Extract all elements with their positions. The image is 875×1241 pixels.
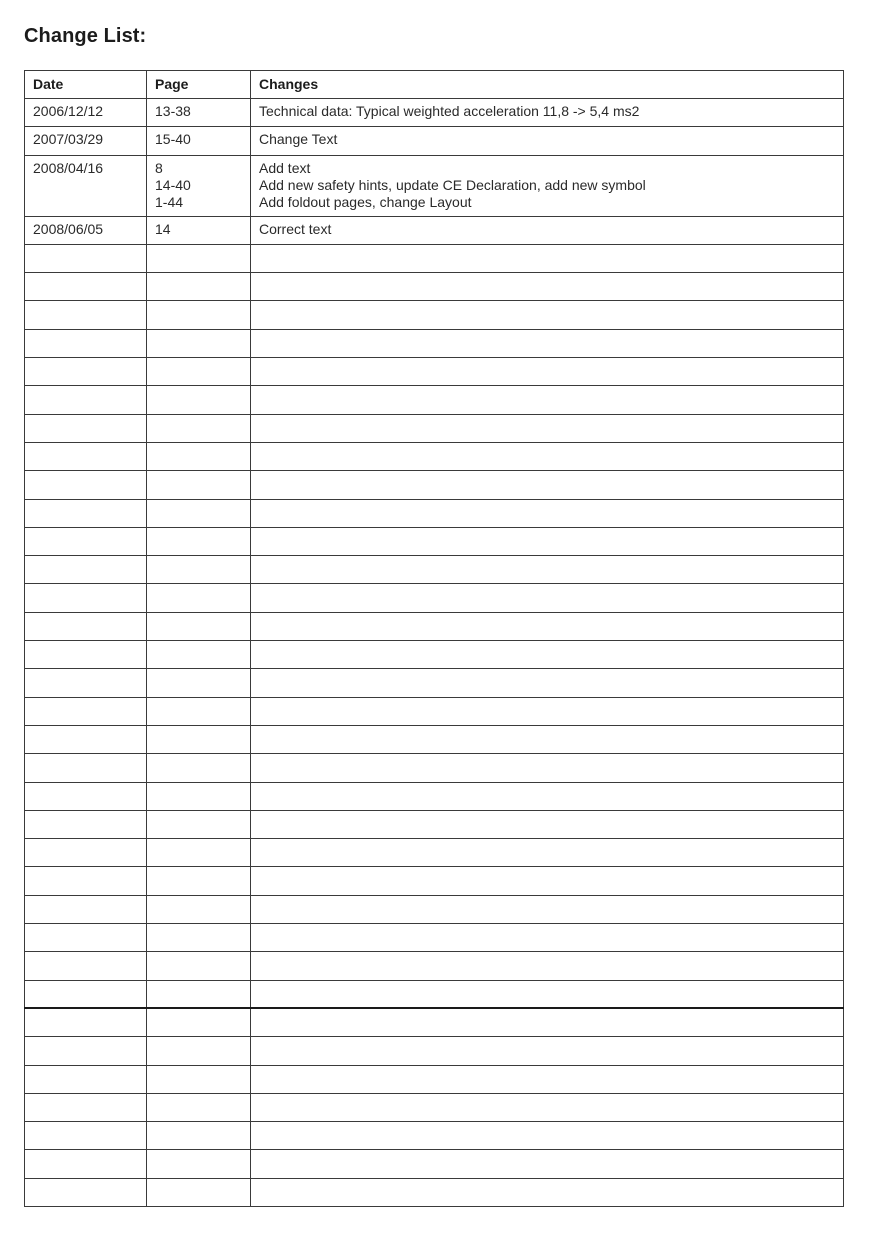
- table-header-row: [25, 71, 844, 99]
- page-cell: [147, 556, 251, 584]
- empty-table-row: [25, 867, 844, 895]
- changes-cell: [251, 895, 844, 923]
- date-cell: [25, 1065, 147, 1093]
- page-cell: [147, 127, 251, 155]
- date-cell: [25, 358, 147, 386]
- empty-table-row: [25, 499, 844, 527]
- changes-cell: [251, 244, 844, 272]
- changes-cell: [251, 442, 844, 470]
- date-cell: [25, 782, 147, 810]
- empty-table-row: [25, 442, 844, 470]
- date-cell: [25, 725, 147, 753]
- page-cell: [147, 669, 251, 697]
- changes-cell: [251, 697, 844, 725]
- page-cell: [147, 1037, 251, 1065]
- empty-table-row: [25, 782, 844, 810]
- changes-cell: [251, 471, 844, 499]
- date-cell: [25, 1122, 147, 1150]
- changes-cell: [251, 414, 844, 442]
- date-cell: [25, 584, 147, 612]
- page-cell: [147, 358, 251, 386]
- page-value: 15-40: [155, 131, 191, 148]
- empty-table-row: [25, 895, 844, 923]
- page-cell: [147, 527, 251, 555]
- date-cell: [25, 867, 147, 895]
- changes-cell: [251, 612, 844, 640]
- page-cell: [147, 641, 251, 669]
- changes-cell: [251, 527, 844, 555]
- changes-cell: [251, 980, 844, 1008]
- date-cell: [25, 810, 147, 838]
- date-cell: 2006/12/12: [25, 99, 147, 127]
- change-text: Technical data: Typical weighted acceleration 11,8 -> 5,4 ms2: [259, 103, 640, 119]
- changes-cell: [251, 1065, 844, 1093]
- page-value: 14-40: [155, 176, 191, 193]
- table-row: [25, 99, 844, 127]
- changes-cell: [251, 301, 844, 329]
- empty-table-row: [25, 1008, 844, 1036]
- empty-table-row: [25, 697, 844, 725]
- date-cell: 2008/04/16: [25, 155, 147, 216]
- page-value: 14: [155, 220, 171, 237]
- page-title: Change List:: [24, 25, 147, 47]
- empty-table-row: [25, 414, 844, 442]
- date-cell: [25, 1037, 147, 1065]
- page-cell: [147, 99, 251, 127]
- change-text: Correct text: [259, 220, 332, 237]
- date-cell: [25, 414, 147, 442]
- changes-cell: [251, 782, 844, 810]
- changes-cell: [251, 810, 844, 838]
- empty-table-row: [25, 244, 844, 272]
- changes-cell: [251, 839, 844, 867]
- empty-table-row: [25, 980, 844, 1008]
- change-list-table: [24, 70, 844, 1207]
- date-cell: [25, 952, 147, 980]
- page-cell: [147, 980, 251, 1008]
- date-cell: [25, 839, 147, 867]
- page-cell: [147, 414, 251, 442]
- page-cell: [147, 1008, 251, 1036]
- date-cell: [25, 527, 147, 555]
- date-cell: [25, 980, 147, 1008]
- empty-table-row: [25, 329, 844, 357]
- page-value: 8: [155, 159, 163, 176]
- date-cell: [25, 754, 147, 782]
- change-text: Add new safety hints, update CE Declaration, add new symbol: [259, 176, 646, 193]
- date-cell: 2007/03/29: [25, 127, 147, 155]
- date-cell: [25, 669, 147, 697]
- empty-table-row: [25, 301, 844, 329]
- empty-table-row: [25, 612, 844, 640]
- changes-cell: [251, 924, 844, 952]
- changes-cell: [251, 754, 844, 782]
- date-cell: [25, 471, 147, 499]
- empty-table-row: [25, 641, 844, 669]
- page-cell: [147, 754, 251, 782]
- date-cell: [25, 301, 147, 329]
- date-cell: [25, 895, 147, 923]
- changes-cell: [251, 1008, 844, 1036]
- page-cell: [147, 725, 251, 753]
- page-cell: [147, 155, 251, 216]
- page-cell: [147, 839, 251, 867]
- changes-column-header: Changes: [251, 71, 844, 99]
- page-cell: [147, 782, 251, 810]
- empty-table-row: [25, 1122, 844, 1150]
- date-cell: [25, 556, 147, 584]
- date-cell: [25, 924, 147, 952]
- page-cell: [147, 924, 251, 952]
- page-column-header: Page: [147, 71, 251, 99]
- date-cell: [25, 1150, 147, 1178]
- empty-table-row: [25, 1093, 844, 1121]
- changes-cell: [251, 641, 844, 669]
- page-cell: [147, 386, 251, 414]
- page-cell: [147, 1065, 251, 1093]
- page-cell: [147, 471, 251, 499]
- changes-cell: [251, 1122, 844, 1150]
- empty-table-row: [25, 556, 844, 584]
- empty-table-row: [25, 584, 844, 612]
- page-cell: [147, 952, 251, 980]
- page-cell: [147, 499, 251, 527]
- changes-cell: [251, 556, 844, 584]
- empty-table-row: [25, 810, 844, 838]
- changes-cell: [251, 273, 844, 301]
- page-cell: [147, 1122, 251, 1150]
- changes-cell: [251, 1037, 844, 1065]
- empty-table-row: [25, 1065, 844, 1093]
- empty-table-row: [25, 839, 844, 867]
- page-cell: [147, 1178, 251, 1206]
- empty-table-row: [25, 754, 844, 782]
- changes-cell: [251, 329, 844, 357]
- empty-table-row: [25, 358, 844, 386]
- page-cell: [147, 697, 251, 725]
- date-cell: [25, 273, 147, 301]
- changes-cell: [251, 216, 844, 244]
- page-cell: [147, 442, 251, 470]
- changes-cell: [251, 1093, 844, 1121]
- page-cell: [147, 1150, 251, 1178]
- changes-cell: [251, 499, 844, 527]
- changes-cell: [251, 99, 844, 127]
- page-cell: [147, 612, 251, 640]
- empty-table-row: [25, 273, 844, 301]
- date-cell: [25, 641, 147, 669]
- date-cell: [25, 386, 147, 414]
- page-cell: [147, 895, 251, 923]
- empty-table-row: [25, 725, 844, 753]
- changes-cell: [251, 155, 844, 216]
- change-text: Add foldout pages, change Layout: [259, 193, 472, 210]
- date-cell: [25, 612, 147, 640]
- changes-cell: [251, 1150, 844, 1178]
- page-cell: [147, 584, 251, 612]
- empty-table-row: [25, 386, 844, 414]
- page-cell: [147, 329, 251, 357]
- change-text: Add text: [259, 159, 311, 176]
- empty-table-row: [25, 1150, 844, 1178]
- date-cell: 2008/06/05: [25, 216, 147, 244]
- change-text: Change Text: [259, 131, 338, 148]
- page-cell: [147, 301, 251, 329]
- date-cell: [25, 1178, 147, 1206]
- empty-table-row: [25, 669, 844, 697]
- table-row: [25, 127, 844, 155]
- empty-table-row: [25, 471, 844, 499]
- changes-cell: [251, 386, 844, 414]
- date-cell: [25, 244, 147, 272]
- changes-cell: [251, 1178, 844, 1206]
- page-cell: [147, 867, 251, 895]
- changes-cell: [251, 725, 844, 753]
- page-cell: [147, 273, 251, 301]
- empty-table-row: [25, 1178, 844, 1206]
- empty-table-row: [25, 924, 844, 952]
- changes-cell: [251, 127, 844, 155]
- empty-table-row: [25, 527, 844, 555]
- date-column-header: Date: [25, 71, 147, 99]
- changes-cell: [251, 358, 844, 386]
- page-value: 13-38: [155, 103, 191, 119]
- date-cell: [25, 1093, 147, 1121]
- empty-table-row: [25, 952, 844, 980]
- changes-cell: [251, 584, 844, 612]
- changes-cell: [251, 867, 844, 895]
- date-cell: [25, 697, 147, 725]
- date-cell: [25, 1008, 147, 1036]
- date-cell: [25, 499, 147, 527]
- page-cell: [147, 810, 251, 838]
- page-cell: [147, 244, 251, 272]
- date-cell: [25, 442, 147, 470]
- table-row: [25, 216, 844, 244]
- date-cell: [25, 329, 147, 357]
- page-cell: [147, 1093, 251, 1121]
- changes-cell: [251, 952, 844, 980]
- changes-cell: [251, 669, 844, 697]
- empty-table-row: [25, 1037, 844, 1065]
- page-cell: [147, 216, 251, 244]
- page-value: 1-44: [155, 193, 184, 210]
- table-row: [25, 155, 844, 216]
